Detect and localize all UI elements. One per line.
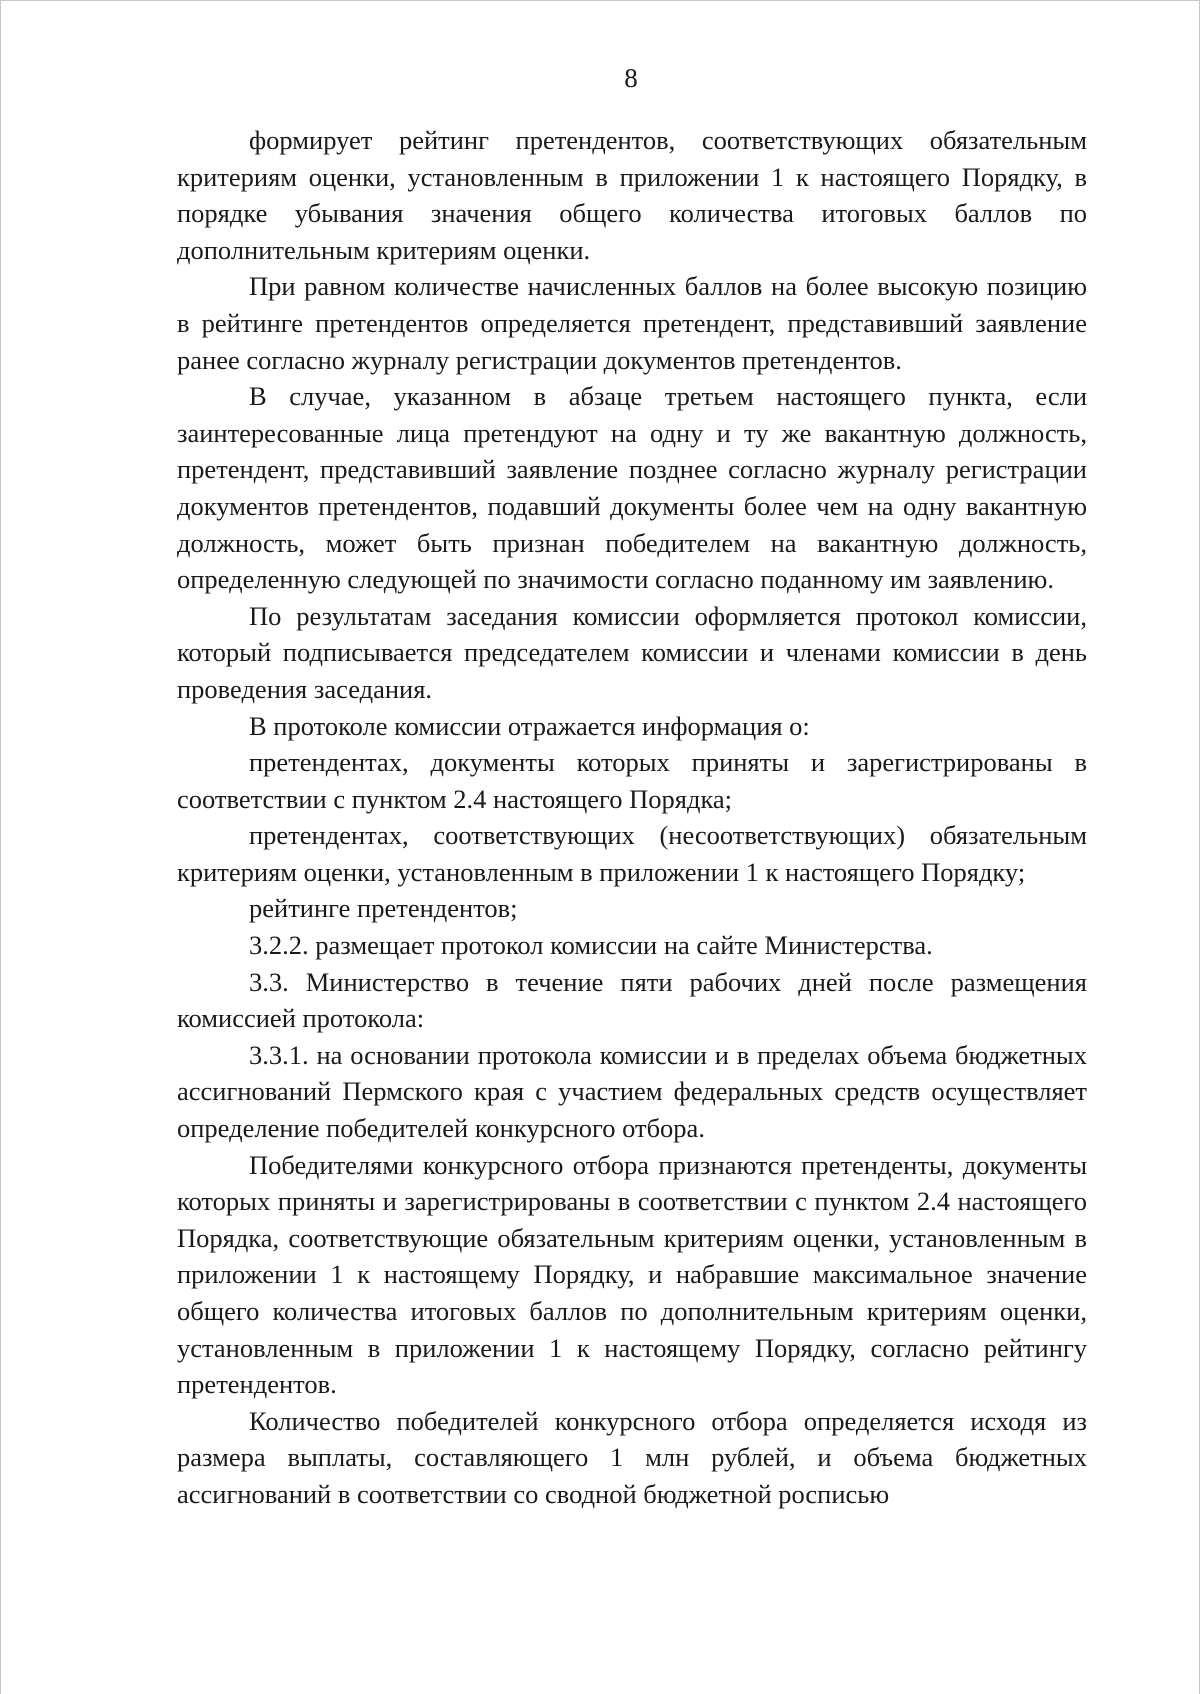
paragraph: претендентах, документы которых приняты и зарегистрированы в соответствии с пунктом 2.4 настоящего Порядка;	[177, 747, 1087, 814]
paragraph: По результатам заседания комиссии оформляется протокол комиссии, который подписывается председателем комиссии и членами комиссии в день проведения заседания.	[177, 600, 1087, 704]
paragraph: 3.2.2. размещает протокол комиссии на сайте Министерства.	[249, 930, 933, 961]
page-number: 8	[624, 63, 638, 93]
paragraph: Количество победителей конкурсного отбора определяется исходя из размера выплаты, составляющего 1 млн рублей, и объема бюджетных ассигнований в соответствии со сводной бюджетной росписью	[177, 1405, 1087, 1509]
paragraph: формирует рейтинг претендентов, соответствующих обязательным критериям оценки, установленным в приложении 1 к настоящего Порядку, в порядке убывания значения общего количества итоговых баллов по дополнительным критериям оценки.	[177, 125, 1087, 265]
paragraph: претендентах, соответствующих (несоответствующих) обязательным критериям оценки, установленным в приложении 1 к настоящего Порядку;	[177, 820, 1087, 887]
paragraph: 3.3. Министерство в течение пяти рабочих дней после размещения комиссией протокола:	[177, 966, 1087, 1034]
paragraph: 3.3.1. на основании протокола комиссии и в пределах объема бюджетных ассигнований Пермского края с участием федеральных средств осуществляет определение победителей конкурсного отбора.	[177, 1039, 1087, 1144]
paragraph: При равном количестве начисленных баллов на более высокую позицию в рейтинге претендентов определяется претендент, представивший заявление ранее согласно журналу регистрации документов претендентов.	[177, 271, 1087, 375]
paragraph: рейтинге претендентов;	[249, 893, 518, 924]
document-body	[177, 122, 1087, 1513]
paragraph: Победителями конкурсного отбора признаются претенденты, документы которых приняты и зарегистрированы в соответствии с пунктом 2.4 настоящего Порядка, соответствующие обязательным критериям оценки, установленным в приложении 1 к настоящему Порядку, и набравшие максимальное значение общего количества итоговых баллов по дополнительным критериям оценки, установленным в приложении 1 к настоящему Порядку, согласно рейтингу претендентов.	[177, 1149, 1087, 1400]
paragraph: В протоколе комиссии отражается информация о:	[249, 710, 810, 741]
paragraph: В случае, указанном в абзаце третьем настоящего пункта, если заинтересованные лица претендуют на одну и ту же вакантную должность, претендент, представивший заявление позднее согласно журналу регистрации документов претендентов, подавший документы более чем на одну вакантную должность, может быть признан победителем на вакантную должность, определенную следующей по значимости согласно поданному им заявлению.	[177, 381, 1087, 595]
